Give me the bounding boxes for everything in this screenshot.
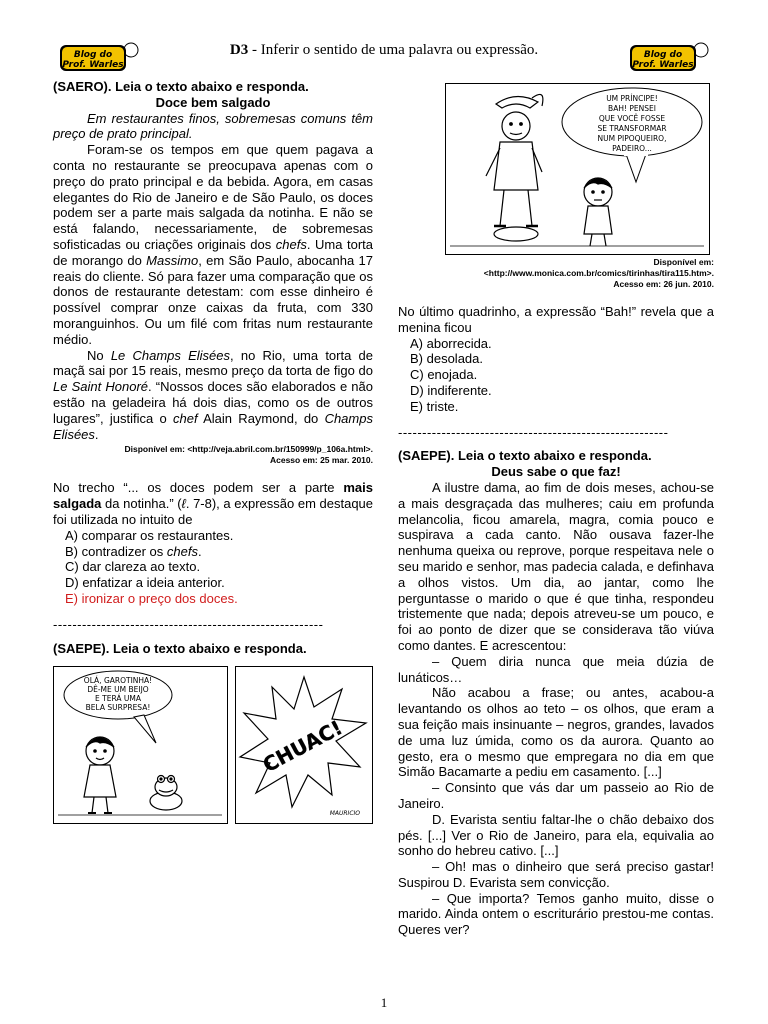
question-2-option-b[interactable]: B) desolada. <box>410 351 483 367</box>
svg-text:Blog do: Blog do <box>73 50 113 60</box>
separator-line: -------------------------------------------------------- <box>53 616 324 632</box>
question-2-option-c[interactable]: C) enojada. <box>410 367 478 383</box>
text-3-title: Deus sabe o que faz! <box>491 464 621 480</box>
text-1-source: Disponível em: <http://veja.abril.com.br/150999/p_106a.html>. Acesso em: 25 mar. 2010. <box>124 444 373 466</box>
bubble-2-line-1: UM PRÍNCIPE! <box>606 94 658 103</box>
girl-figure <box>84 737 116 813</box>
comic-panel-1 <box>53 666 228 824</box>
question-1-stem: No trecho “... os doces podem ser a parte mais salgada da notinha.” (ℓ. 7-8), a expressão em destaque foi utilizada no intuito de <box>53 480 374 527</box>
page-number: 1 <box>380 995 388 1010</box>
question-1-option-b[interactable]: B) contradizer os chefs. <box>65 543 202 559</box>
text-2-source: Disponível em: <http://www.monica.com.br/comics/tirinhas/tira115.htm>. Acesso em: 26 jun. 2010. <box>483 257 714 289</box>
text-3-paragraph-2: – Quem diria nunca que meia dúzia de lunáticos… <box>398 653 714 685</box>
descriptor-code: D3 <box>229 42 249 58</box>
bubble-2-line-3: QUE VOCÊ FOSSE <box>598 114 666 123</box>
question-1-header: (SAERO). Leia o texto abaixo e responda. <box>53 79 309 94</box>
text-3-paragraph-7: – Que importa? Temos ganho muito, disse o marido. Ainda ontem o escriturário prestou-me contas. Queres ver? <box>398 890 714 938</box>
question-2-option-e[interactable]: E) triste. <box>410 398 459 414</box>
girl-figure-2 <box>584 178 612 246</box>
question-2-option-d[interactable]: D) indiferente. <box>410 382 492 398</box>
bubble-1-line-3: E TERÁ UMA <box>95 694 141 704</box>
comic-panel-2 <box>235 666 373 824</box>
descriptor-title: Inferir o sentido de uma palavra ou expressão. <box>260 42 539 58</box>
sound-effect-text: CHUAC! <box>258 715 347 778</box>
text-3-paragraph-1: A ilustre dama, ao fim de dois meses, achou-se a mais desgraçada das mulheres; caiu em profunda melancolia, ficou amarela, magra, comia pouco e suspirava a cada canto. Não ousava fazer-lhe nenhuma queixa ou reprove, porque respeitava nele o seu marido e senhor, mas padecia calada, e definhava a olhos vistos. Um dia, ao jantar, como lhe perguntasse o marido o que é que tinha, respondeu tristemente que nada; depois atreveu-se um pouco, e foi ao ponto de dizer que se considerava tão viúva como dantes. E acrescentou: <box>398 479 714 653</box>
svg-text:Prof. Warles: Prof. Warles <box>632 60 694 70</box>
text-1-lead: Em restaurantes finos, sobremesas comuns têm preço de prato principal. <box>53 110 373 142</box>
text-1-paragraph-2: No Le Champs Elisées, no Rio, uma torta de maçã sai por 15 reais, mesmo preço da torta de figo do Le Saint Honoré. “Nossos doces são elaborados e não estão na geladeira há dois dias, como os de outros lugares”, justifica o chef Alain Raymond, do Champs Elisées. <box>53 347 373 442</box>
prince-figure <box>486 94 543 241</box>
comic-panel-3 <box>445 83 710 255</box>
text-1-paragraph-1: Foram-se os tempos em que quem pagava a conta no restaurante se preocupava apenas com o preço do prato principal e da bebida. Agora, em casas elegantes do Rio de Janeiro e de São Paulo, os doces podem ser a parte mais salgada da notinha. E não se está falando, necessariamente, de sobremesas sofisticadas ou criações originais dos chefs. Uma torta de morango do Massimo, em São Paulo, abocanha 17 reais do cliente. Só para fazer uma comparação que os donos de restaurante detestam: com esse dinheiro é possível comprar onze caixas da fruta, com 330 moranguinhos. Ou um filé com fritas num restaurante médio. <box>53 142 373 347</box>
svg-text:Prof. Warles: Prof. Warles <box>62 60 124 70</box>
page-header <box>0 42 768 59</box>
question-2-stem: No último quadrinho, a expressão “Bah!” revela que a menina ficou <box>398 304 714 335</box>
bubble-1-line-1: OLÁ, GAROTINHA! <box>83 676 153 686</box>
svg-text:Blog do: Blog do <box>643 50 683 60</box>
bubble-2-line-2: BAH! PENSEI <box>608 104 656 113</box>
svg-text:MAURICIO: MAURICIO <box>329 810 360 818</box>
comic-strip-top <box>53 666 373 826</box>
header-dash: - <box>248 42 261 58</box>
separator-line-2: -------------------------------------------------------- <box>398 424 669 440</box>
question-1-option-c[interactable]: C) dar clareza ao texto. <box>65 559 201 575</box>
bubble-2-line-5: NUM PIPOQUEIRO, <box>597 134 667 143</box>
question-1-option-d[interactable]: D) enfatizar a ideia anterior. <box>65 575 225 591</box>
text-3-paragraph-6: – Oh! mas o dinheiro que será preciso gastar! Suspirou D. Evarista sem convicção. <box>398 859 714 890</box>
bubble-1-line-2: DÊ-ME UM BEIJO <box>87 685 149 695</box>
question-2-option-a[interactable]: A) aborrecida. <box>410 335 492 351</box>
question-3-header: (SAEPE). Leia o texto abaixo e responda. <box>398 448 652 464</box>
right-column <box>398 83 714 938</box>
text-3-paragraph-5: D. Evarista sentiu faltar-lhe o chão debaixo dos pés. [...] Ver o Rio de Janeiro, para ela, equivalia ao sonho do hebreu cativo. [...] <box>398 811 714 859</box>
question-1-option-a[interactable]: A) comparar os restaurantes. <box>65 527 234 543</box>
left-column <box>53 79 373 826</box>
frog-figure <box>150 776 182 811</box>
text-1-title: Doce bem salgado <box>155 94 271 110</box>
question-1-option-e-correct[interactable]: E) ironizar o preço dos doces. <box>65 590 238 606</box>
text-3-paragraph-4: – Consinto que vás dar um passeio ao Rio de Janeiro. <box>398 780 714 811</box>
bubble-2-line-6: PADEIRO... <box>612 144 652 153</box>
question-2-header: (SAEPE). Leia o texto abaixo e responda. <box>53 640 307 656</box>
bubble-2-line-4: SE TRANSFORMAR <box>597 124 667 133</box>
text-3-paragraph-3: Não acabou a frase; ou antes, acabou-a levantando os olhos ao teto – os olhos, que eram a sua feição mais insinuante – negros, grandes, lavados de uma luz úmida, como os da aurora. Quanto ao gesto, era o mesmo que empregara no dia em que Simão Bacamarte a pediu em casamento. [...] <box>398 685 714 780</box>
bubble-1-line-4: BELA SURPRESA! <box>85 703 151 713</box>
